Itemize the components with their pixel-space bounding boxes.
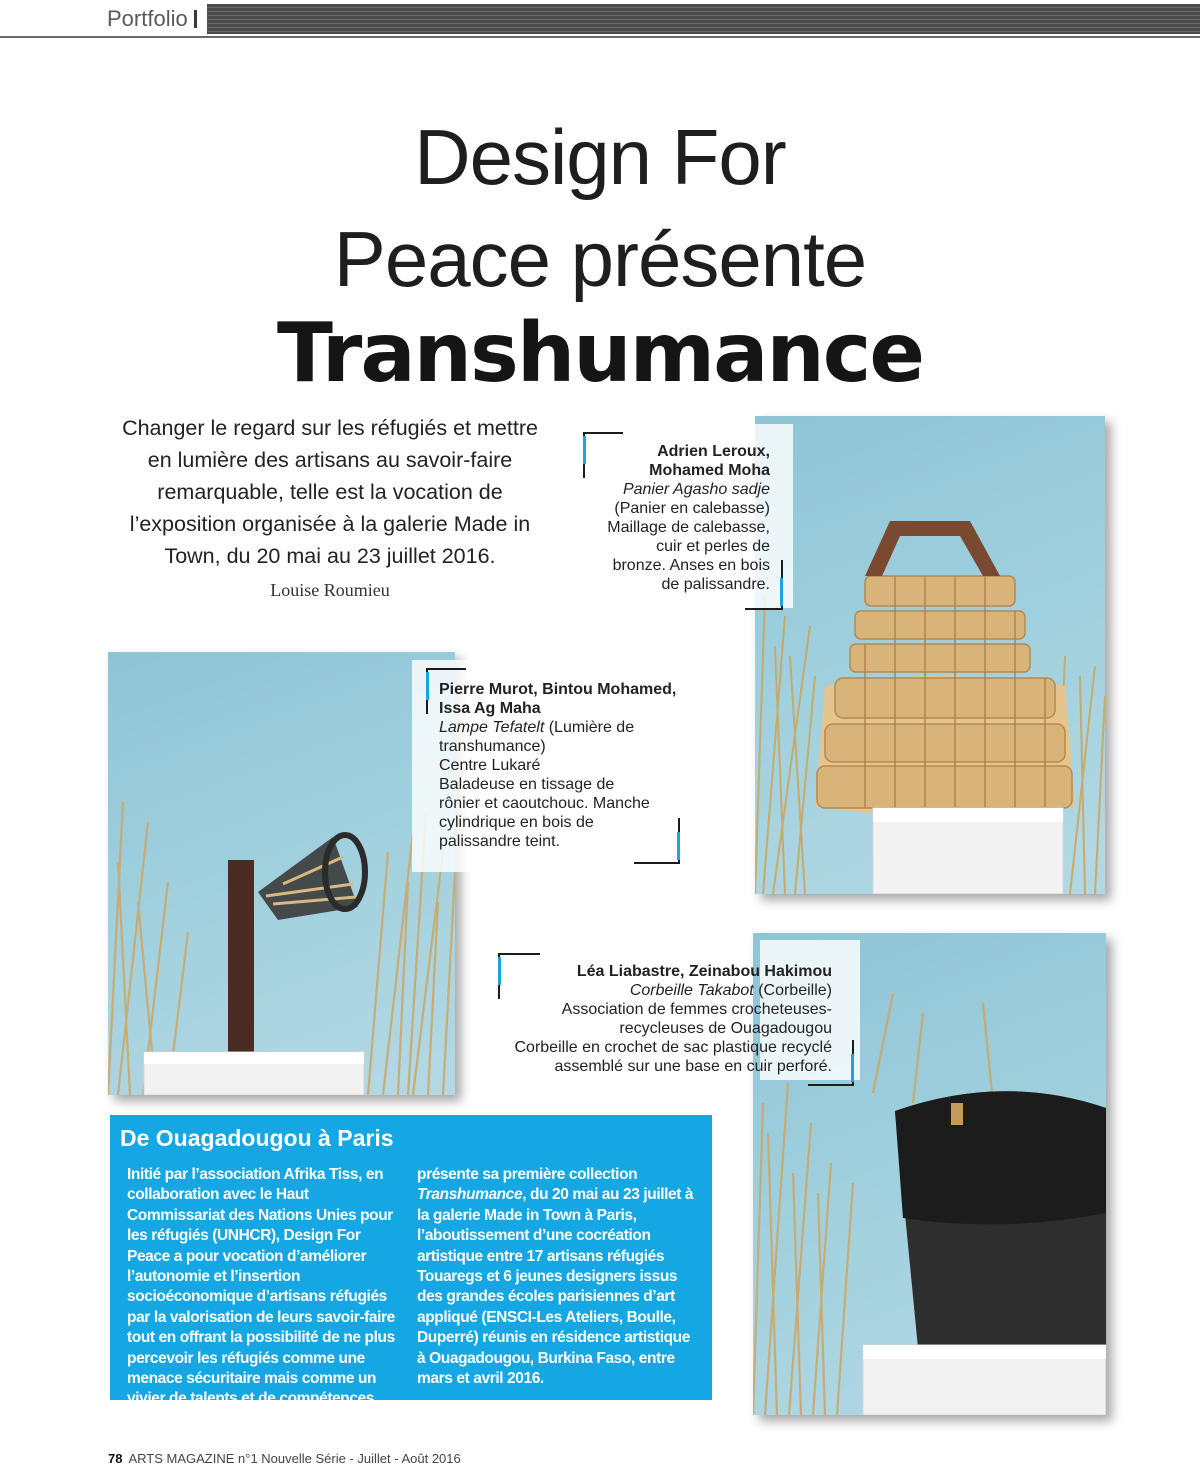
page-title-line-2: Peace présente (333, 215, 867, 303)
caption-2-desc-4: Baladeuse en tissage de (439, 776, 615, 793)
page-number: 78 (108, 1451, 123, 1466)
caption-1-desc-2: Maillage de calebasse, (607, 519, 770, 536)
caption-2-desc-6: cylindrique en bois de (439, 814, 594, 831)
caption-3 (500, 962, 832, 1076)
page-footer (108, 1451, 461, 1466)
caption-2-desc-7: palissandre teint. (439, 833, 560, 850)
caption-1-name-2: Mohamed Moha (649, 462, 770, 479)
caption-2-work-title: Lampe Tefatelt (439, 719, 545, 736)
caption-1-desc-5: de palissandre. (661, 576, 770, 593)
caption-1-desc-3: cuir et perles de (656, 538, 770, 555)
caption-1 (590, 442, 770, 594)
sidebar-box-col2-italic: Transhumance (417, 1186, 523, 1204)
caption-3-desc-3: recycleuses de Ouagadougou (619, 1020, 832, 1037)
lamp-illustration (108, 652, 455, 1095)
sidebar-box-column-1: Initié par l’association Afrika Tiss, en collaboration avec le Haut Commissariat des Nations Unies pour les réfugiés (UNHCR), Design For Peace a pour vocation d’améliorer l’autonomie et l’insertion socioéconomique d’artisans réfugiés par la valorisation de leurs savoir-faire tout en offrant la possibilité de ne plus percevoir les réfugiés comme une menace sécuritaire mais comme un vivier de talents et de compétences. Elle (127, 1166, 395, 1428)
caption-3-desc-1: (Corbeille) (753, 982, 832, 999)
caption-2-desc-1: (Lumière de (544, 719, 635, 736)
caption-2-name-1: Pierre Murot, Bintou Mohamed, (439, 681, 677, 698)
section-label-text: Portfolio (107, 6, 188, 31)
caption-1-work-title: Panier Agasho sadje (622, 481, 770, 498)
header-band (200, 4, 1200, 34)
section-separator (194, 10, 197, 28)
page-title-line-1: Design For (414, 113, 786, 201)
caption-2 (439, 680, 679, 851)
section-label (95, 4, 207, 36)
sidebar-box-column-2 (417, 1165, 695, 1389)
caption-1-name-1: Adrien Leroux, (657, 443, 770, 460)
caption-2-desc-3: Centre Lukaré (439, 757, 541, 774)
caption-3-work-title: Corbeille Takabot (629, 982, 754, 999)
sidebar-box-title: De Ouagadougou à Paris (120, 1125, 394, 1151)
footer-text: ARTS MAGAZINE n°1 Nouvelle Série - Juillet - Août 2016 (128, 1451, 461, 1466)
caption-2-desc-2: transhumance) (439, 738, 546, 755)
page-title-line-3: Transhumance (276, 306, 923, 401)
caption-1-desc-4: bronze. Anses en bois (612, 557, 770, 574)
basket-illustration (755, 416, 1105, 894)
sidebar-box-col2-a: présente sa première collection (417, 1166, 638, 1183)
caption-2-name-2: Issa Ag Maha (439, 700, 541, 717)
caption-3-name-1: Léa Liabastre, Zeinabou Hakimou (576, 963, 832, 980)
sidebar-box-col2-b: , du 20 mai au 23 juillet à la galerie Made in Town à Paris, l’aboutissement d’une cocréation artistique entre 17 artisans réfugiés Touaregs et 6 jeunes designers issus des grandes écoles parisiennes d’art appliqué (ENSCI-Les Ateliers, Boulle, Duperré) réunis en résidence artistique à Ouagadougou, Burkina Faso, entre mars et avril 2016. (417, 1186, 694, 1388)
caption-3-desc-2: Association de femmes crocheteuses- (561, 1001, 832, 1018)
intro-paragraph: Changer le regard sur les réfugiés et mettre en lumière des artisans au savoir-faire remarquable, telle est la vocation de l’exposition organisée à la galerie Made in Town, du 20 mai au 23 juillet 2016. (122, 416, 538, 568)
caption-3-desc-5: assemblé sur une base en cuir perforé. (554, 1058, 832, 1075)
caption-2-desc-5: rônier et caoutchouc. Manche (439, 795, 650, 812)
caption-3-desc-4: Corbeille en crochet de sac plastique recyclé (514, 1039, 832, 1056)
photo-lamp (108, 652, 455, 1095)
header-divider (0, 36, 1200, 38)
author-name: Louise Roumieu (270, 580, 390, 600)
photo-basket (755, 416, 1105, 894)
caption-1-desc-1: (Panier en calebasse) (614, 500, 770, 517)
